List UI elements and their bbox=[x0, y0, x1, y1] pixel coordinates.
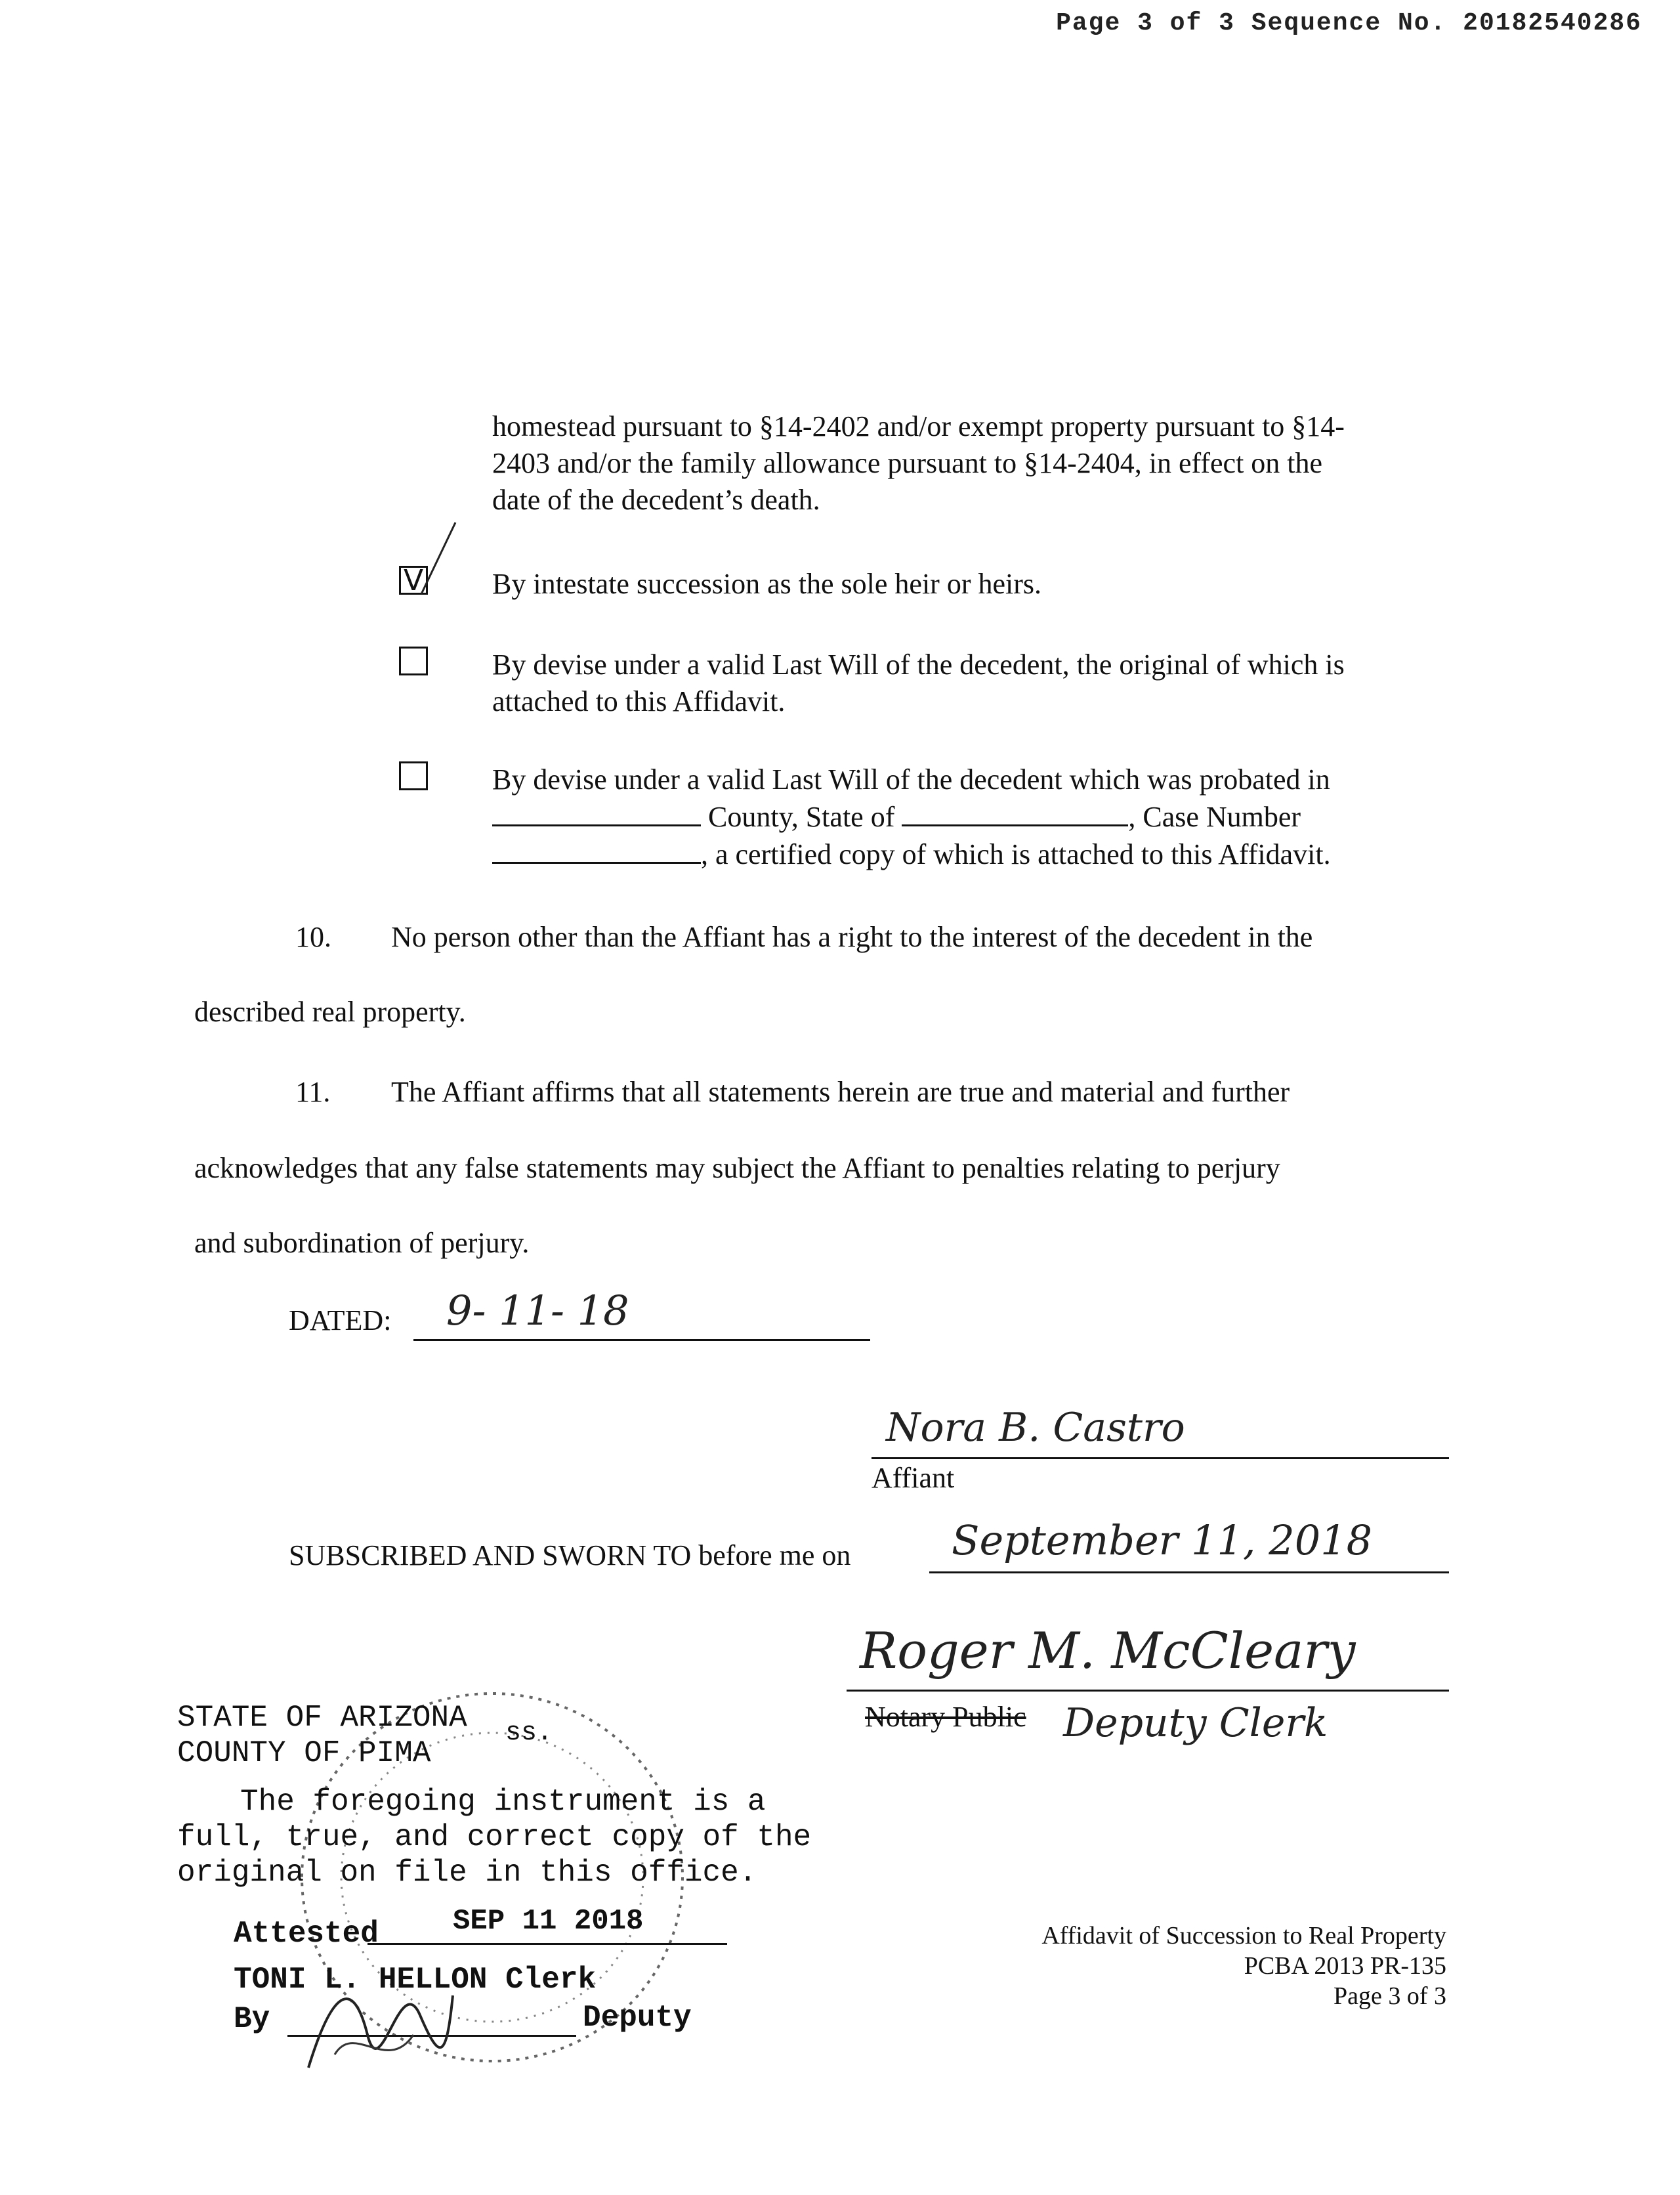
notary-label: Notary Public bbox=[865, 1701, 1026, 1733]
option-line: attached to this Affidavit. bbox=[492, 685, 786, 717]
continuation-paragraph bbox=[492, 408, 1463, 519]
dated-label: DATED: bbox=[289, 1304, 392, 1336]
stamp-by: By bbox=[234, 2002, 270, 2036]
page-sequence-header: Page 3 of 3 Sequence No. 20182540286 bbox=[1056, 9, 1642, 37]
checkbox-will-probated[interactable] bbox=[399, 761, 428, 790]
footer-page: Page 3 of 3 bbox=[1333, 1982, 1446, 2010]
county-blank[interactable] bbox=[492, 798, 701, 826]
state-blank[interactable] bbox=[902, 798, 1128, 826]
stamp-attested: Attested bbox=[234, 1917, 379, 1951]
stamp-attested-line bbox=[368, 1910, 727, 1945]
para11-line1: The Affiant affirms that all statements herein are true and material and further bbox=[391, 1076, 1290, 1108]
sworn-label: SUBSCRIBED AND SWORN TO before me on bbox=[289, 1539, 851, 1571]
continuation-line: date of the decedent’s death. bbox=[492, 484, 820, 516]
affiant-label: Affiant bbox=[872, 1462, 955, 1494]
footer-title: Affidavit of Succession to Real Property bbox=[1041, 1922, 1446, 1950]
option-intestate-text: By intestate succession as the sole heir or heirs. bbox=[492, 568, 1042, 600]
stamp-date: SEP 11 2018 bbox=[453, 1905, 644, 1938]
option-line-county: County, State of , Case Number bbox=[492, 798, 1463, 836]
para10-number: 10. bbox=[295, 921, 331, 953]
deputy-signature-scribble bbox=[295, 1956, 466, 2087]
continuation-line: homestead pursuant to §14-2402 and/or exempt property pursuant to §14- bbox=[492, 410, 1345, 442]
check-stroke-icon bbox=[417, 519, 463, 597]
sworn-date-handwritten: September 11, 2018 bbox=[952, 1516, 1373, 1564]
para11-line2: acknowledges that any false statements may subject the Affiant to penalties relating to perjury bbox=[194, 1152, 1280, 1184]
stamp-state: STATE OF ARIZONA bbox=[177, 1701, 467, 1735]
option-will-original-text bbox=[492, 647, 1463, 720]
deputy-clerk-note: Deputy Clerk bbox=[1063, 1700, 1328, 1746]
stamp-county: COUNTY OF PIMA bbox=[177, 1736, 431, 1770]
notary-signature-line[interactable] bbox=[847, 1676, 1449, 1692]
dated-handwritten: 9- 11- 18 bbox=[446, 1287, 629, 1334]
stamp-line3: The foregoing instrument is a bbox=[240, 1785, 766, 1819]
para11-number: 11. bbox=[295, 1076, 331, 1108]
check-mark-icon: V bbox=[404, 564, 424, 597]
para10-line2: described real property. bbox=[194, 996, 466, 1028]
option-line: By devise under a valid Last Will of the decedent, the original of which is bbox=[492, 649, 1345, 681]
stamp-line5: original on file in this office. bbox=[177, 1856, 757, 1890]
affiant-signature: Nora B. Castro bbox=[886, 1405, 1185, 1451]
option-line: By devise under a valid Last Will of the decedent which was probated in bbox=[492, 763, 1330, 796]
stamp-deputy: Deputy bbox=[583, 2001, 692, 2035]
option-will-probated-text bbox=[492, 761, 1463, 873]
case-number-blank[interactable] bbox=[492, 836, 701, 864]
para10-line1: No person other than the Affiant has a right to the interest of the decedent in the bbox=[391, 921, 1313, 953]
stamp-ss: ss. bbox=[505, 1718, 553, 1748]
option-line-certified: , a certified copy of which is attached to this Affidavit. bbox=[492, 836, 1463, 873]
stamp-clerk: TONI L. HELLON Clerk bbox=[234, 1963, 597, 1997]
notary-signature: Roger M. McCleary bbox=[860, 1621, 1356, 1680]
footer-form-id: PCBA 2013 PR-135 bbox=[1244, 1952, 1446, 1980]
stamp-line4: full, true, and correct copy of the bbox=[177, 1820, 812, 1854]
checkbox-will-original[interactable] bbox=[399, 647, 428, 675]
continuation-line: 2403 and/or the family allowance pursuant to §14-2404, in effect on the bbox=[492, 447, 1323, 479]
para11-line3: and subordination of perjury. bbox=[194, 1227, 530, 1259]
